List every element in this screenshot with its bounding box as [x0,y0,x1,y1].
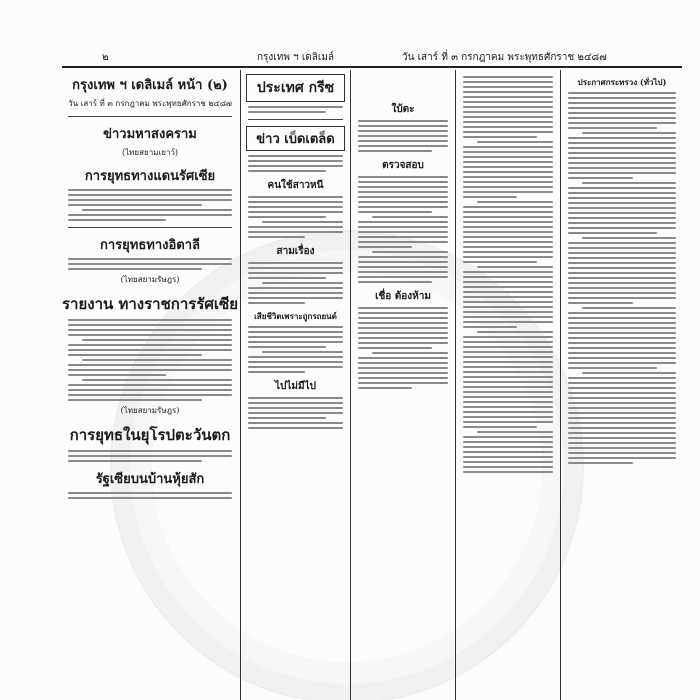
article-body [248,196,343,238]
subhead-car: เสียชีวิตเพราะถูกรถยนต์ [254,311,337,321]
article-body [568,92,676,464]
headline-misc-news: ข่าว เบ็ดเตล็ด [246,126,345,151]
article-body [358,307,448,389]
article-body [68,319,232,401]
subhead-inspect: ตรวจสอบ [382,160,424,171]
headline-italy-front: การยุทธทางอิตาลี [99,238,200,253]
issue-date: วัน เสาร์ ที่ ๓ กรกฎาคม พระพุทธศักราช ๒๔๘๗ [402,52,607,63]
article-body [68,492,232,499]
article-body [248,106,343,113]
right-center-column [457,70,559,700]
article-body [248,326,343,373]
article-body [358,120,448,152]
page-header [62,50,682,64]
headline-russia-front: การยุทธทางแดนรัศเซีย [84,169,216,184]
column-divider [240,70,241,700]
section-title-greece: ประเทศ กรีซ [246,74,345,102]
article-body [248,397,343,429]
section-title-notice: ประกาศกระทรวง (ทั่วไป) [577,77,667,87]
subhead-three: สามเรื่อง [276,246,315,257]
headline-west-europe: การยุทธในยุโรปตะวันตก [69,426,231,444]
subhead-bottom: ไปไม่มีไป [275,381,316,392]
article-body [248,155,343,172]
section-title-war-news: ข่าวมหาสงคราม [103,127,197,142]
article-body [68,450,232,462]
article-body [68,258,232,270]
headline-russia-report: รายงาน ทางราชการรัศเซีย [62,295,238,313]
left-column [62,70,238,700]
subhead-mute: ใบ้ตะ [391,104,415,115]
left-column-dateline: วัน เสาร์ ที่ ๓ กรกฎาคม พระพุทธศักราช ๒๔๘๗ [68,99,232,108]
column-divider [560,70,561,700]
right-column [562,70,682,700]
middle-right-column [352,70,454,700]
column-divider [455,70,456,700]
publication-name: กรุงเทพ ฯ เดลิเมล์ [257,52,335,63]
subhead-banned: เชื่อ ต้องห้าม [375,291,431,302]
source-label: (ไทยสยามรัษฎร) [120,275,180,284]
headline-bottom: รัฐเซียบนบ้านหุ้ยสัก [95,472,205,487]
source-label: (ไทยสยามรัษฎร) [120,406,180,415]
column-divider [350,70,351,700]
header-rule [62,66,682,68]
article-body [358,176,448,283]
article-body [463,76,553,473]
source-label: (ไทยสยามเยาว์) [122,148,178,157]
page-number: ๒ [102,52,109,63]
left-column-title: กรุงเทพ ฯ เดลิเมล์ หน้า (๒) [72,78,228,93]
subhead-maid: คนใช้สาวหนี [267,180,324,191]
article-body [248,262,343,304]
middle-left-column [242,70,349,700]
article-body [68,189,232,221]
